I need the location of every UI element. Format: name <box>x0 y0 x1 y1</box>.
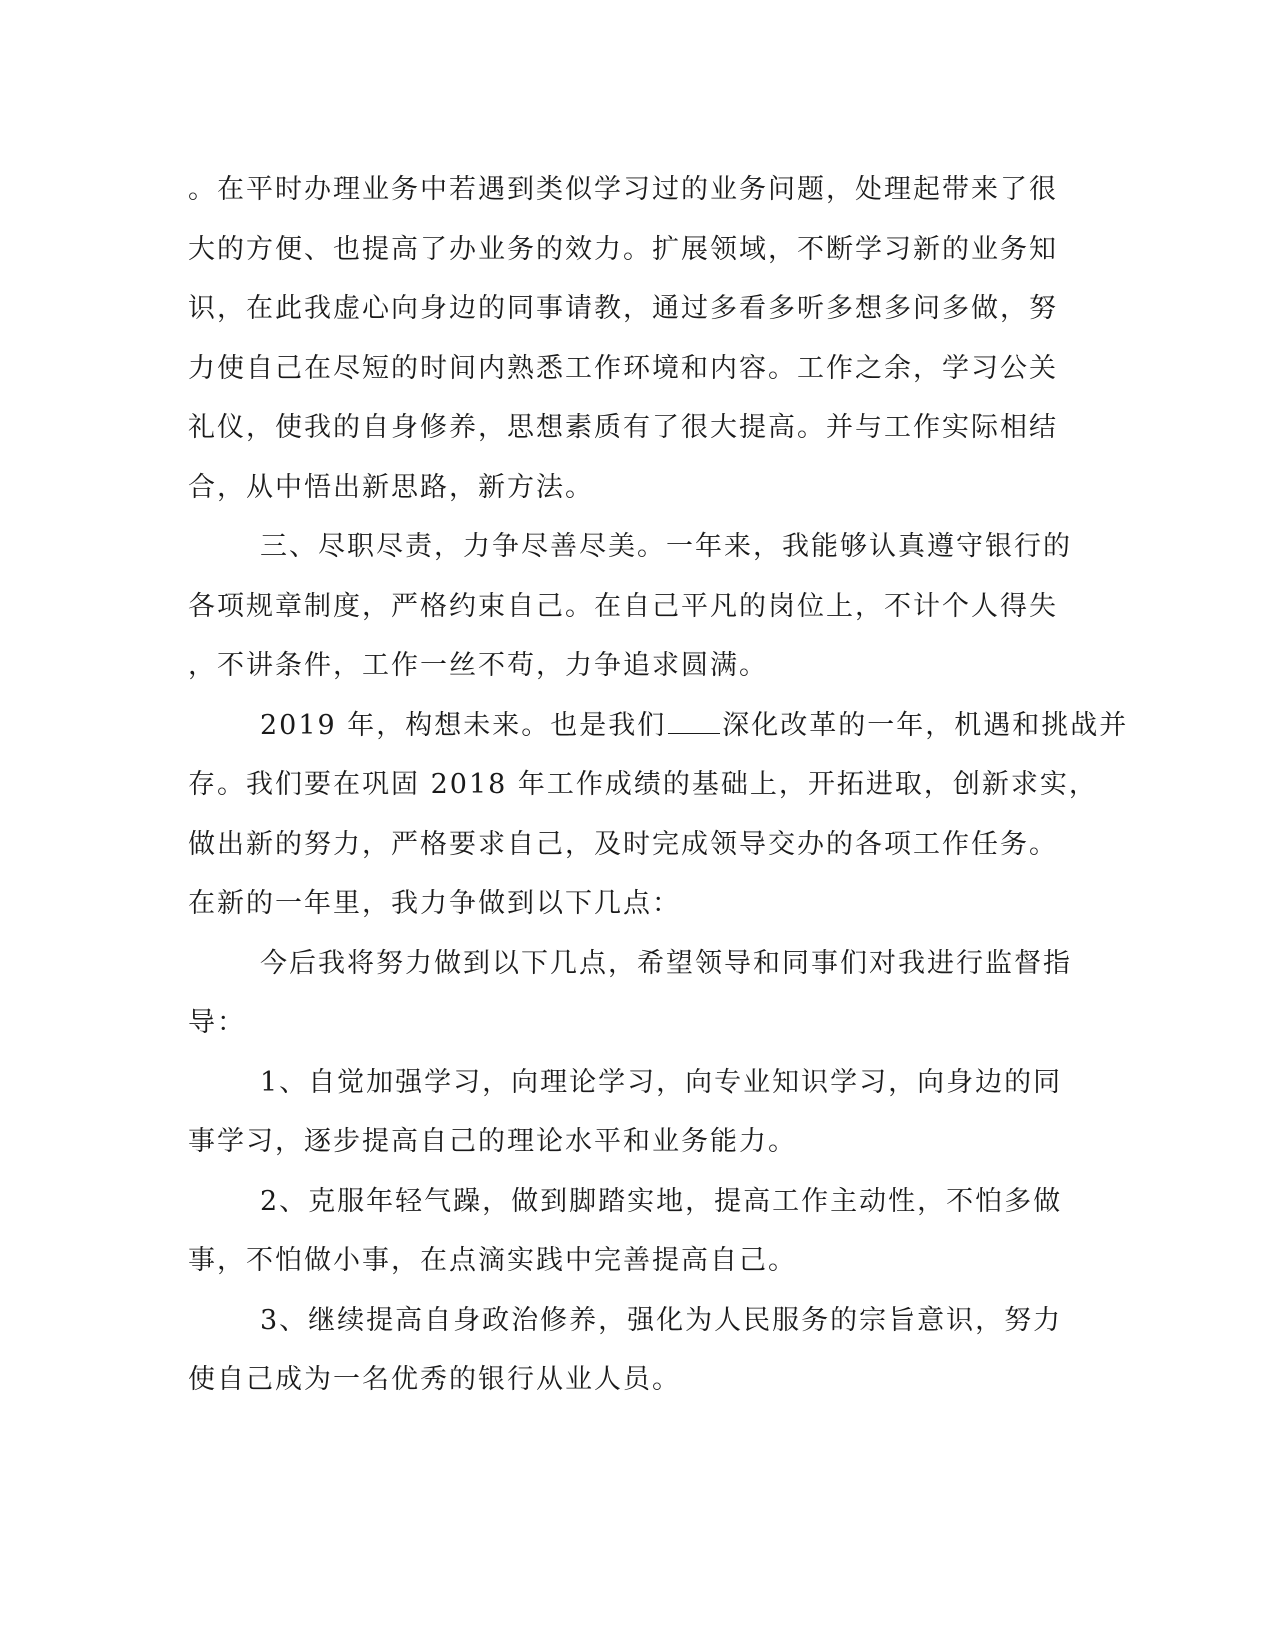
text-line: 1、自觉加强学习，向理论学习，向专业知识学习，向身边的同 <box>260 1066 1063 1098</box>
text-line: ，不讲条件，工作一丝不苟，力争追求圆满。 <box>188 650 768 681</box>
text-line <box>188 696 1129 756</box>
text-line: 识，在此我虚心向身边的同事请教，通过多看多听多想多问多做，努 <box>188 293 1058 324</box>
text-line: 导： <box>188 1007 246 1038</box>
text-line: 使自己成为一名优秀的银行从业人员。 <box>188 1364 681 1395</box>
text-line: 2、克服年轻气躁，做到脚踏实地，提高工作主动性，不怕多做 <box>260 1185 1063 1217</box>
text-line: 礼仪，使我的自身修养，思想素质有了很大提高。并与工作实际相结 <box>188 412 1058 443</box>
text-line: 存。我们要在巩固 2018 年工作成绩的基础上，开拓进取，创新求实， <box>188 769 1098 800</box>
text-segment: 深化改革的一年，机遇和挑战并 <box>722 709 1129 741</box>
text-line: 事学习，逐步提高自己的理论水平和业务能力。 <box>188 1126 797 1157</box>
text-segment: 2019 年，构想未来。也是我们 <box>260 709 667 741</box>
text-line: 事，不怕做小事，在点滴实践中完善提高自己。 <box>188 1245 797 1276</box>
text-line: 今后我将努力做到以下几点，希望领导和同事们对我进行监督指 <box>260 947 1072 979</box>
fill-in-blank <box>668 711 720 734</box>
text-line: 。在平时办理业务中若遇到类似学习过的业务问题，处理起带来了很 <box>188 174 1058 205</box>
text-line: 力使自己在尽短的时间内熟悉工作环境和内容。工作之余，学习公关 <box>188 352 1058 384</box>
text-line: 三、尽职尽责，力争尽善尽美。一年来，我能够认真遵守银行的 <box>260 531 1072 562</box>
text-line: 3、继续提高自身政治修养，强化为人民服务的宗旨意识，努力 <box>260 1304 1063 1336</box>
text-line: 大的方便、也提高了办业务的效力。扩展领域，不断学习新的业务知 <box>188 233 1058 265</box>
text-line: 在新的一年里，我力争做到以下几点： <box>188 888 681 919</box>
document-body <box>188 160 1129 1410</box>
text-line: 合，从中悟出新思路，新方法。 <box>188 471 594 503</box>
text-line: 做出新的努力，严格要求自己，及时完成领导交办的各项工作任务。 <box>188 828 1058 860</box>
text-line: 各项规章制度，严格约束自己。在自己平凡的岗位上，不计个人得失 <box>188 590 1058 622</box>
